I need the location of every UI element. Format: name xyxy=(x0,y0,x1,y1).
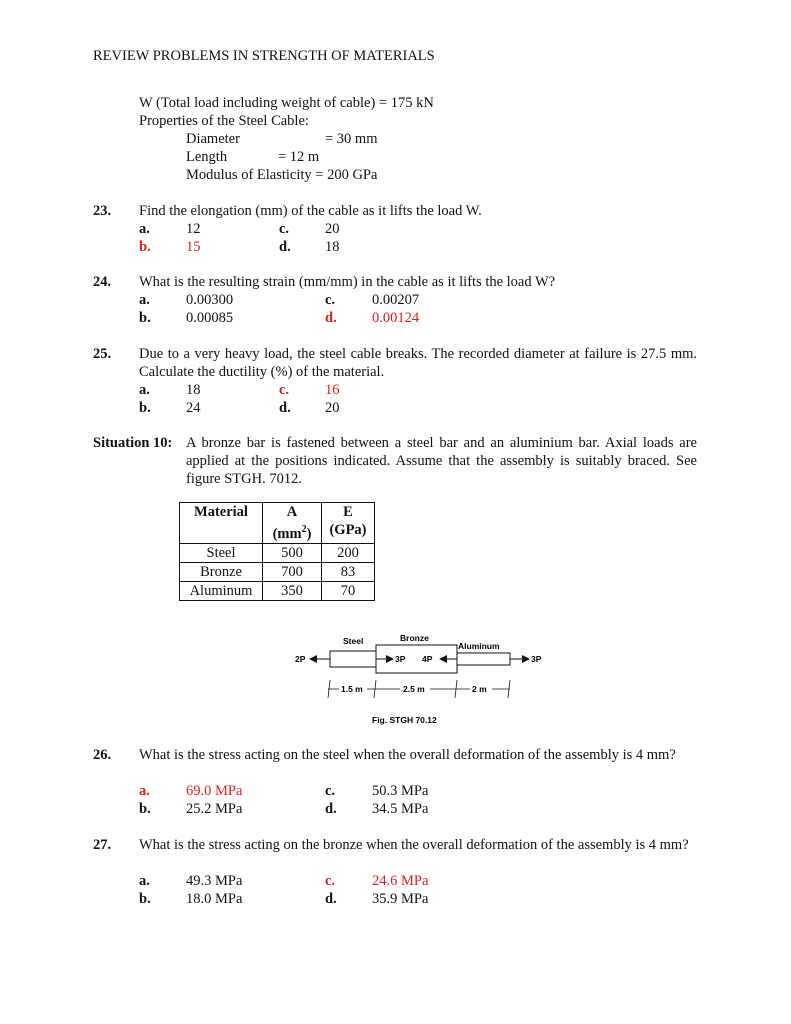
choice-value: 12 xyxy=(186,221,201,237)
choice-value: 50.3 MPa xyxy=(372,783,429,799)
choice-letter-answer: a. xyxy=(139,783,150,799)
choice-value: 24 xyxy=(186,400,201,416)
dimension-label: 2.5 m xyxy=(403,684,425,694)
table-cell: Bronze xyxy=(180,562,263,581)
table-cell: Aluminum xyxy=(180,581,263,600)
choice-value: 18.0 MPa xyxy=(186,891,243,907)
table-cell: 200 xyxy=(322,543,375,562)
choice-value-answer: 15 xyxy=(186,239,201,255)
choice-value: 34.5 MPa xyxy=(372,801,429,817)
question-text: Find the elongation (mm) of the cable as it lifts the load W. xyxy=(139,203,482,219)
aluminum-bar xyxy=(457,653,510,665)
given-props-title: Properties of the Steel Cable: xyxy=(139,113,309,129)
choice-letter-answer: c. xyxy=(325,873,336,889)
modulus-symbol: E xyxy=(343,504,353,520)
choice-letter: b. xyxy=(139,310,151,326)
choice-value-answer: 69.0 MPa xyxy=(186,783,243,799)
table-row xyxy=(180,581,375,600)
question-text: What is the stress acting on the steel when the overall deformation of the assembly is 4 mm? xyxy=(139,747,676,763)
table-cell: 83 xyxy=(322,562,375,581)
choice-value: 0.00300 xyxy=(186,292,234,308)
choice-letter: b. xyxy=(139,400,151,416)
choice-letter: a. xyxy=(139,221,150,237)
choice-letter: c. xyxy=(279,221,290,237)
question-text: What is the resulting strain (mm/mm) in the cable as it lifts the load W? xyxy=(139,274,556,290)
table-header-material: Material xyxy=(180,503,263,544)
choice-letter: d. xyxy=(325,801,337,817)
question-number: 26. xyxy=(93,747,112,763)
choice-letter: d. xyxy=(325,891,337,907)
choice-value: 35.9 MPa xyxy=(372,891,429,907)
question-number: 25. xyxy=(93,346,112,362)
choice-value: 25.2 MPa xyxy=(186,801,243,817)
choice-letter: c. xyxy=(325,292,336,308)
choice-letter: b. xyxy=(139,801,151,817)
choice-value: 18 xyxy=(186,382,201,398)
area-unit: $(mm^2)$ xyxy=(272,524,312,542)
question-number: 24. xyxy=(93,274,112,290)
figure-caption: Fig. STGH 70.12 xyxy=(372,715,437,725)
choice-value: 18 xyxy=(325,239,340,255)
table-header-modulus xyxy=(322,503,375,544)
choice-value-answer: 16 xyxy=(325,382,340,398)
modulus-unit: (GPa) xyxy=(329,522,367,538)
modulus-line: Modulus of Elasticity = 200 GPa xyxy=(186,167,378,183)
table-cell: 700 xyxy=(263,562,322,581)
choice-value: 0.00207 xyxy=(372,292,420,308)
dimension-label: 1.5 m xyxy=(341,684,363,694)
situation-label: Situation 10: xyxy=(93,435,173,451)
table-cell: 350 xyxy=(263,581,322,600)
question-number: 23. xyxy=(93,203,112,219)
right-load-label: 3P xyxy=(531,654,542,664)
choice-value: 0.00085 xyxy=(186,310,234,326)
choice-letter: a. xyxy=(139,382,150,398)
dimension-label: 2 m xyxy=(472,684,487,694)
choice-letter: a. xyxy=(139,873,150,889)
choice-letter: d. xyxy=(279,400,291,416)
table-row xyxy=(180,543,375,562)
choice-value: 20 xyxy=(325,221,340,237)
choice-letter-answer: c. xyxy=(279,382,290,398)
diameter-label: Diameter xyxy=(186,131,240,147)
left-load-label: 2P xyxy=(295,654,306,664)
situation-text: A bronze bar is fastened between a steel bar and an aluminium bar. Axial loads are applied at the positions indicated. Assume that the assembly is suitably braced. See figure STGH. 7012. xyxy=(186,435,697,487)
choice-letter: b. xyxy=(139,891,151,907)
choice-value: 49.3 MPa xyxy=(186,873,243,889)
choice-value: 20 xyxy=(325,400,340,416)
question-number: 27. xyxy=(93,837,112,853)
choice-letter-answer: d. xyxy=(325,310,337,326)
aluminum-label: Aluminum xyxy=(458,641,500,651)
choice-value-answer: 0.00124 xyxy=(372,310,420,326)
question-text: What is the stress acting on the bronze when the overall deformation of the assembly is 4 mm? xyxy=(139,837,689,853)
given-load: W (Total load including weight of cable) = 175 kN xyxy=(139,95,434,111)
page-header: REVIEW PROBLEMS IN STRENGTH OF MATERIALS xyxy=(93,48,435,64)
choice-letter: c. xyxy=(325,783,336,799)
table-cell: Steel xyxy=(180,543,263,562)
choice-letter: a. xyxy=(139,292,150,308)
table-cell: 70 xyxy=(322,581,375,600)
choice-letter-answer: b. xyxy=(139,239,151,255)
choice-letter: d. xyxy=(279,239,291,255)
material-table xyxy=(179,502,375,601)
steel-label: Steel xyxy=(343,636,364,646)
table-cell: 500 xyxy=(263,543,322,562)
mid-load-label-1: 3P xyxy=(395,654,406,664)
length-value: = 12 m xyxy=(278,149,320,165)
choice-value-answer: 24.6 MPa xyxy=(372,873,429,889)
assembly-figure xyxy=(280,628,570,738)
length-label: Length xyxy=(186,149,228,165)
table-header-area xyxy=(263,503,322,544)
diameter-value: = 30 mm xyxy=(325,131,378,147)
bronze-label: Bronze xyxy=(400,633,429,643)
area-symbol: A xyxy=(286,504,298,520)
steel-bar xyxy=(330,651,376,667)
question-text: Due to a very heavy load, the steel cable breaks. The recorded diameter at failure is 27.5 mm. Calculate the ductility (%) of the material. xyxy=(139,346,697,380)
table-row xyxy=(180,562,375,581)
mid-load-label-2: 4P xyxy=(422,654,433,664)
